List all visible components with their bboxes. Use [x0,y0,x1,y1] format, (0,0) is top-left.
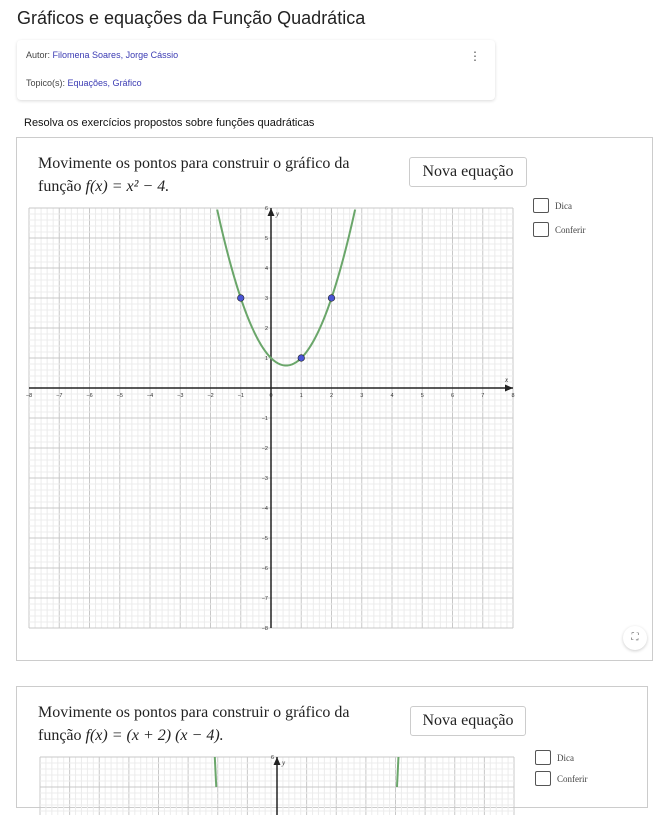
y-tick-label: 6 [270,755,274,761]
task-prefix: função [38,727,86,744]
task-formula: f(x) = x² − 4. [85,178,170,195]
x-tick-label: 4 [390,393,394,399]
y-tick-label: −6 [261,566,268,572]
x-tick-label: −1 [237,393,244,399]
y-tick-label: 6 [264,206,268,212]
y-tick-label: 2 [264,326,268,332]
y-tick-label: 1 [264,356,268,362]
x-tick-label: −8 [25,393,33,399]
topic-row [26,78,142,88]
author-row [26,50,178,60]
y-tick-label: −3 [261,476,268,482]
graph-1[interactable] [27,206,515,634]
y-tick-label: −7 [261,596,268,602]
task-line-1: Movimente os pontos para construir o gráfico da [38,704,350,721]
task-text [38,701,349,747]
x-tick-label: 2 [329,393,334,399]
check-label: Conferir [555,224,586,235]
fullscreen-icon[interactable]: ⛶ [623,626,647,650]
checkbox-box[interactable] [535,750,551,765]
x-tick-label: 3 [360,393,364,399]
author-label: Autor: [26,50,51,60]
x-tick-label: 0 [269,393,273,399]
y-axis-arrow [268,208,275,216]
checkbox-box[interactable] [535,771,551,786]
x-tick-label: 6 [450,393,455,399]
x-tick-label: 7 [481,393,485,399]
y-tick-label: −2 [261,446,268,452]
task-line-1: Movimente os pontos para construir o gráfico da [38,155,350,172]
y-tick-label: 5 [264,236,268,242]
y-tick-label: −8 [261,626,268,632]
y-tick-label: −4 [261,506,268,512]
intro-text: Resolva os exercícios propostos sobre funções quadráticas [24,117,315,129]
x-axis-arrow [505,385,513,392]
new-equation-button[interactable]: Nova equação [410,706,526,736]
kebab-menu-icon[interactable]: ⋮ [469,49,481,63]
x-tick-label: −4 [146,393,154,399]
x-axis-label: x [505,376,509,384]
x-tick-label: −3 [177,393,184,399]
curve-right-branch [397,757,398,787]
x-tick-label: 8 [511,393,515,399]
hint-label: Dica [555,200,572,211]
page-title: Gráficos e equações da Função Quadrática [17,8,366,28]
y-axis-label: y [282,759,286,767]
check-label: Conferir [557,773,588,784]
task-formula: f(x) = (x + 2) (x − 4). [85,727,224,744]
hint-checkbox[interactable] [533,198,572,213]
check-checkbox[interactable] [535,771,588,786]
hint-label: Dica [557,752,574,763]
y-tick-label: 3 [264,296,268,302]
check-checkbox[interactable] [533,222,586,237]
y-axis-arrow [274,757,281,765]
y-tick-label: −5 [261,536,268,542]
x-tick-label: −5 [116,393,123,399]
topic-label: Topico(s): [26,78,66,88]
x-tick-label: −2 [207,393,214,399]
draggable-point [237,295,244,302]
topic-link[interactable]: Equações, Gráfico [67,78,142,88]
x-tick-label: −6 [86,393,93,399]
hint-checkbox[interactable] [535,750,574,765]
x-tick-label: −7 [56,393,63,399]
checkbox-box[interactable] [533,198,549,213]
applet-1 [16,137,653,661]
task-text [38,152,349,198]
parabola-curve [217,210,355,366]
curve-left-branch [215,757,216,787]
task-line-2 [38,175,349,198]
info-card [17,40,495,100]
y-tick-label: −1 [261,416,268,422]
x-tick-label: 1 [299,393,303,399]
checkbox-box[interactable] [533,222,549,237]
task-prefix: função [38,178,86,195]
x-tick-label: 5 [420,393,424,399]
draggable-point [298,355,305,362]
y-axis-label: y [276,210,280,218]
task-line-2 [38,724,349,747]
applet-2 [16,686,648,808]
author-link[interactable]: Filomena Soares, Jorge Cássio [52,50,179,60]
graph-2[interactable] [38,755,516,815]
new-equation-button[interactable]: Nova equação [409,157,527,187]
draggable-point [328,295,335,302]
y-tick-label: 4 [264,266,268,272]
